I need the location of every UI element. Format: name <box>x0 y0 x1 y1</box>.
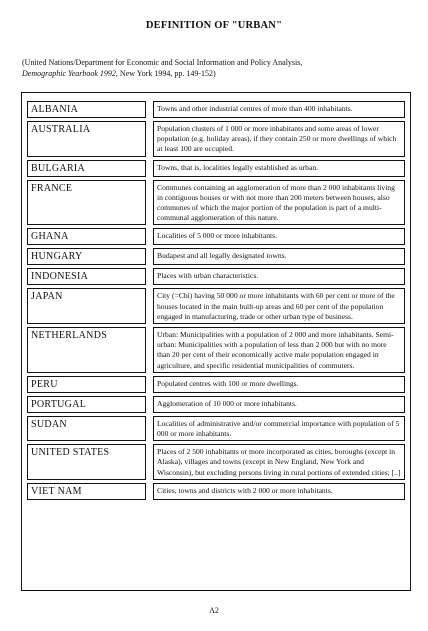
definition-cell: Communes containing an agglomeration of more than 2 000 inhabitants living in contiguous houses or with not more than 200 meters between houses, also communes of which the major portion of the population is part of a multi-communal agglomeration of this nature. <box>153 180 405 226</box>
column-gap <box>146 376 153 393</box>
definition-cell: Places of 2 500 inhabitants or more incorporated as cities, boroughs (except in Alaska), villages and towns (except in New England, New York and Wisconsin), but excluding persons living in rural portions of extended cities; [..] <box>153 444 405 480</box>
country-cell: GHANA <box>27 228 146 245</box>
definition-cell: Budapest and all legally designated towns. <box>153 248 405 265</box>
definition-cell: Populated centres with 100 or more dwellings. <box>153 376 405 393</box>
column-gap <box>146 416 153 441</box>
definition-cell: Urban: Municipalities with a population of 2 000 and more inhabitants. Semi-urban: Municipalities with a population of less than 2 000 but with no more than 20 per cent of their economically active male population engaged in agriculture, and specific residential municipalities of commuters. <box>153 327 405 373</box>
definition-cell: Places with urban characteristics. <box>153 268 405 285</box>
table-row <box>27 327 405 373</box>
table-row <box>27 228 405 245</box>
country-cell: NETHERLANDS <box>27 327 146 373</box>
source-line-1: (United Nations/Department for Economic and Social Information and Policy Analysis, <box>22 58 303 67</box>
table-row <box>27 483 405 500</box>
country-cell: AUSTRALIA <box>27 121 146 157</box>
country-cell: PERU <box>27 376 146 393</box>
source-details: , New York 1994, pp. 149-152) <box>115 68 216 78</box>
column-gap <box>146 160 153 177</box>
column-gap <box>146 180 153 226</box>
table-row <box>27 180 405 226</box>
country-cell: INDONESIA <box>27 268 146 285</box>
table-row <box>27 444 405 480</box>
column-gap <box>146 483 153 500</box>
definition-cell: Towns, that is, localities legally established as urban. <box>153 160 405 177</box>
definition-cell: Towns and other industrial centres of more than 400 inhabitants. <box>153 101 405 118</box>
table-row <box>27 396 405 413</box>
definition-cell: Agglomeration of 10 000 or more inhabitants. <box>153 396 405 413</box>
source-publication: Demographic Yearbook 1992 <box>22 68 116 78</box>
table-row <box>27 160 405 177</box>
definitions-table-frame <box>21 92 411 591</box>
page-number: A2 <box>209 606 219 615</box>
country-cell: SUDAN <box>27 416 146 441</box>
column-gap <box>146 268 153 285</box>
column-gap <box>146 288 153 324</box>
country-cell: VIET NAM <box>27 483 146 500</box>
table-row <box>27 376 405 393</box>
country-cell: PORTUGAL <box>27 396 146 413</box>
country-cell: JAPAN <box>27 288 146 324</box>
country-cell: FRANCE <box>27 180 146 226</box>
column-gap <box>146 444 153 480</box>
table-row <box>27 101 405 118</box>
table-row <box>27 121 405 157</box>
definition-cell: Population clusters of 1 000 or more inhabitants and some areas of lower population (e.g. holiday areas), if they contain 250 or more dwellings of which at least 100 are occupied. <box>153 121 405 157</box>
definitions-table-body <box>27 101 405 500</box>
definition-cell: Localities of administrative and/or commercial importance with population of 5 000 or more inhabitants. <box>153 416 405 441</box>
definition-cell: Cities, towns and districts with 2 000 or more inhabitants. <box>153 483 405 500</box>
table-row <box>27 268 405 285</box>
table-row <box>27 288 405 324</box>
country-cell: UNITED STATES <box>27 444 146 480</box>
page-title: DEFINITION OF "URBAN" <box>145 20 283 31</box>
country-cell: BULGARIA <box>27 160 146 177</box>
column-gap <box>146 101 153 118</box>
definitions-table <box>27 98 405 503</box>
country-cell: HUNGARY <box>27 248 146 265</box>
source-citation <box>22 58 412 79</box>
table-row <box>27 416 405 441</box>
table-row <box>27 248 405 265</box>
definition-cell: City (=Chi) having 50 000 or more inhabitants with 60 per cent or more of the houses located in the main built-up areas and 60 per cent of the population engaged in manufacturing, trade or other urban type of business. <box>153 288 405 324</box>
column-gap <box>146 228 153 245</box>
column-gap <box>146 327 153 373</box>
country-cell: ALBANIA <box>27 101 146 118</box>
definition-cell: Localities of 5 000 or more inhabitants. <box>153 228 405 245</box>
column-gap <box>146 248 153 265</box>
column-gap <box>146 396 153 413</box>
column-gap <box>146 121 153 157</box>
